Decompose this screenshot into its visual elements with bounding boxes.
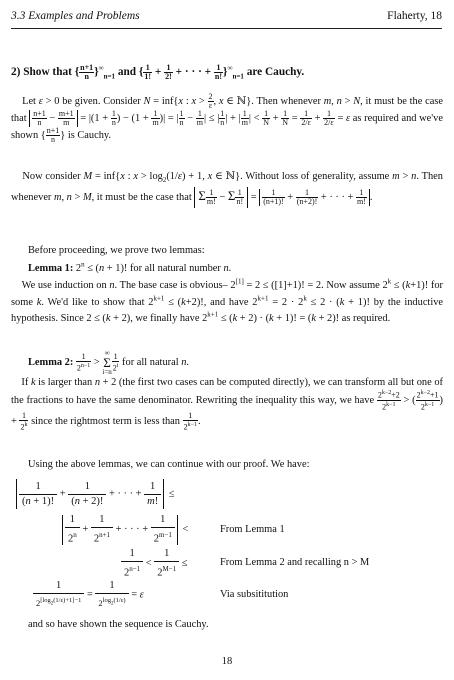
section-header: 3.3 Examples and Problems — [11, 10, 140, 22]
derivation-line-2: $\frac{1}{2^n}$ + $\frac{1}{2^{n+1}}$ + · · · + $\frac{1}{2^{m-1}}$ < — [60, 513, 188, 547]
header-rule — [11, 28, 442, 29]
paragraph-2 — [11, 170, 443, 208]
using-lemmas-sentence: Using the above lemmas, we can continue with our proof. We have: — [28, 459, 310, 470]
lemma-1-proof: We use induction on n. The base case is obvious– 2[1] = 2 ≤ ([1]+1)! = 2. Now assume $2^k \le (k+1)$! for some k. We'd like to show that $2^{k+1} \le (k+2)$!, and have $2^{k+1} = 2 \cdot 2^k \le 2 \cdot (k + 1)$! by the inductive hypothesis. Since 2 ≤ (k + 2), we finally have $2^{k+1} \le (k + 2) \cdot (k + 1)$! = (k + 2)! as required. — [11, 277, 444, 325]
derivation-note-1: From Lemma 1 — [220, 524, 285, 535]
page-number: 18 — [221, 656, 233, 667]
lemmas-intro — [11, 244, 443, 257]
problem-title — [11, 62, 443, 83]
conclusion — [11, 618, 443, 631]
derivation-note-2: From Lemma 2 and recalling n > M — [220, 557, 370, 568]
lemma-1 — [11, 259, 443, 326]
paragraph-1 — [11, 93, 443, 144]
lemma-2-proof: If k is larger than n + 2 (the first two cases can be computed directly), we can transform all but one of the fractions to have the same denominator. Rewriting the inequality this way, we have $\frac{2^{k-2}+2}{2^{k-1}}$ > ( $\frac{2^{k-2}+1}{2^{k-1}}$ ) + $\frac{1}{2^k}$ since the rightmost term is less than $\frac{1}{2^{k-1}}$ . — [11, 377, 443, 432]
lemma-2 — [11, 350, 443, 431]
derivation-line-3: $\frac{1}{2^{n-1}}$ < $\frac{1}{2^{M-1}}$ ≤ — [121, 547, 188, 581]
paragraph-2-text: Now consider M = inf{x : $x > \log_2(1/\varepsilon) + 1$, x ∈ ℕ}. Without loss of generality, assume m > n. Then whenever m, n > M, it must be the case that Σ $\frac{1}{m!}$ − Σ $\frac{1}{n!}$ = $\frac{1}{(n+1)!}$ + $\frac{1}{(n+2)!}$ + · · · + $\frac{1}{m!}$ . — [11, 171, 443, 207]
lemma-2-title: Lemma 2: — [28, 357, 74, 369]
derivation-line-4: 1 $2^{[log_2(1/\varepsilon)+1]-1}$ = 1 $2^{log_2(1/\varepsilon)}$ = ε — [33, 579, 144, 611]
author-page-header: Flaherty, 18 — [387, 10, 442, 22]
lemmas-intro-text: Before proceeding, we prove two lemmas: — [28, 245, 205, 256]
derivation-line-1: $\frac{1}{(n + 1)!}$ + $\frac{1}{(n + 2)!}$ + · · · + $\frac{1}{m!}$ ≤ — [14, 479, 175, 509]
lemma-2-statement: $\frac{1}{2^{n-1}}$ > ∞ Σ i=n $\frac{1}{2^i}$ for all natural n. — [76, 349, 190, 376]
running-header — [11, 10, 442, 28]
paragraph-1-text: Let ε > 0 be given. Consider N = inf{x : x > $\frac{2}{\varepsilon}$ , x ∈ ℕ}. Then whenever m, n > N, it must be the case that $\frac{n+1}{n}$ − $\frac{m+1}{m}$ = |(1 + $\frac{1}{n}$ ) − (1 + $\frac{1}{m}$ )| = | $\frac{1}{n}$ − $\frac{1}{m}$ | ≤ | $\frac{1}{n}$ | + | $\frac{1}{m}$ | < $\frac{1}{N}$ + $\frac{1}{N}$ = $\frac{1}{2/\varepsilon}$ + $\frac{1}{2/\varepsilon}$ = ε as required and we've shown { $\frac{n+1}{n}$ } is Cauchy. — [11, 92, 443, 144]
using-lemmas-text — [11, 458, 443, 471]
derivation-note-3: Via subsititution — [220, 589, 289, 600]
problem-title-text: 2) Show that { $\frac{n+1}{n}$ }$^\infty_{n=1}$ and { $\frac{1}{1!}$ + $\frac{1}{2!}$ + · · · + $\frac{1}{n!}$ }$^\infty_{n=1}$ are Cauchy. — [11, 62, 305, 81]
conclusion-text: and so have shown the sequence is Cauchy. — [28, 619, 209, 630]
lemma-1-statement: $2^n \le (n + 1)$! for all natural number n. — [75, 261, 232, 275]
lemma-1-title: Lemma 1: — [28, 263, 74, 275]
